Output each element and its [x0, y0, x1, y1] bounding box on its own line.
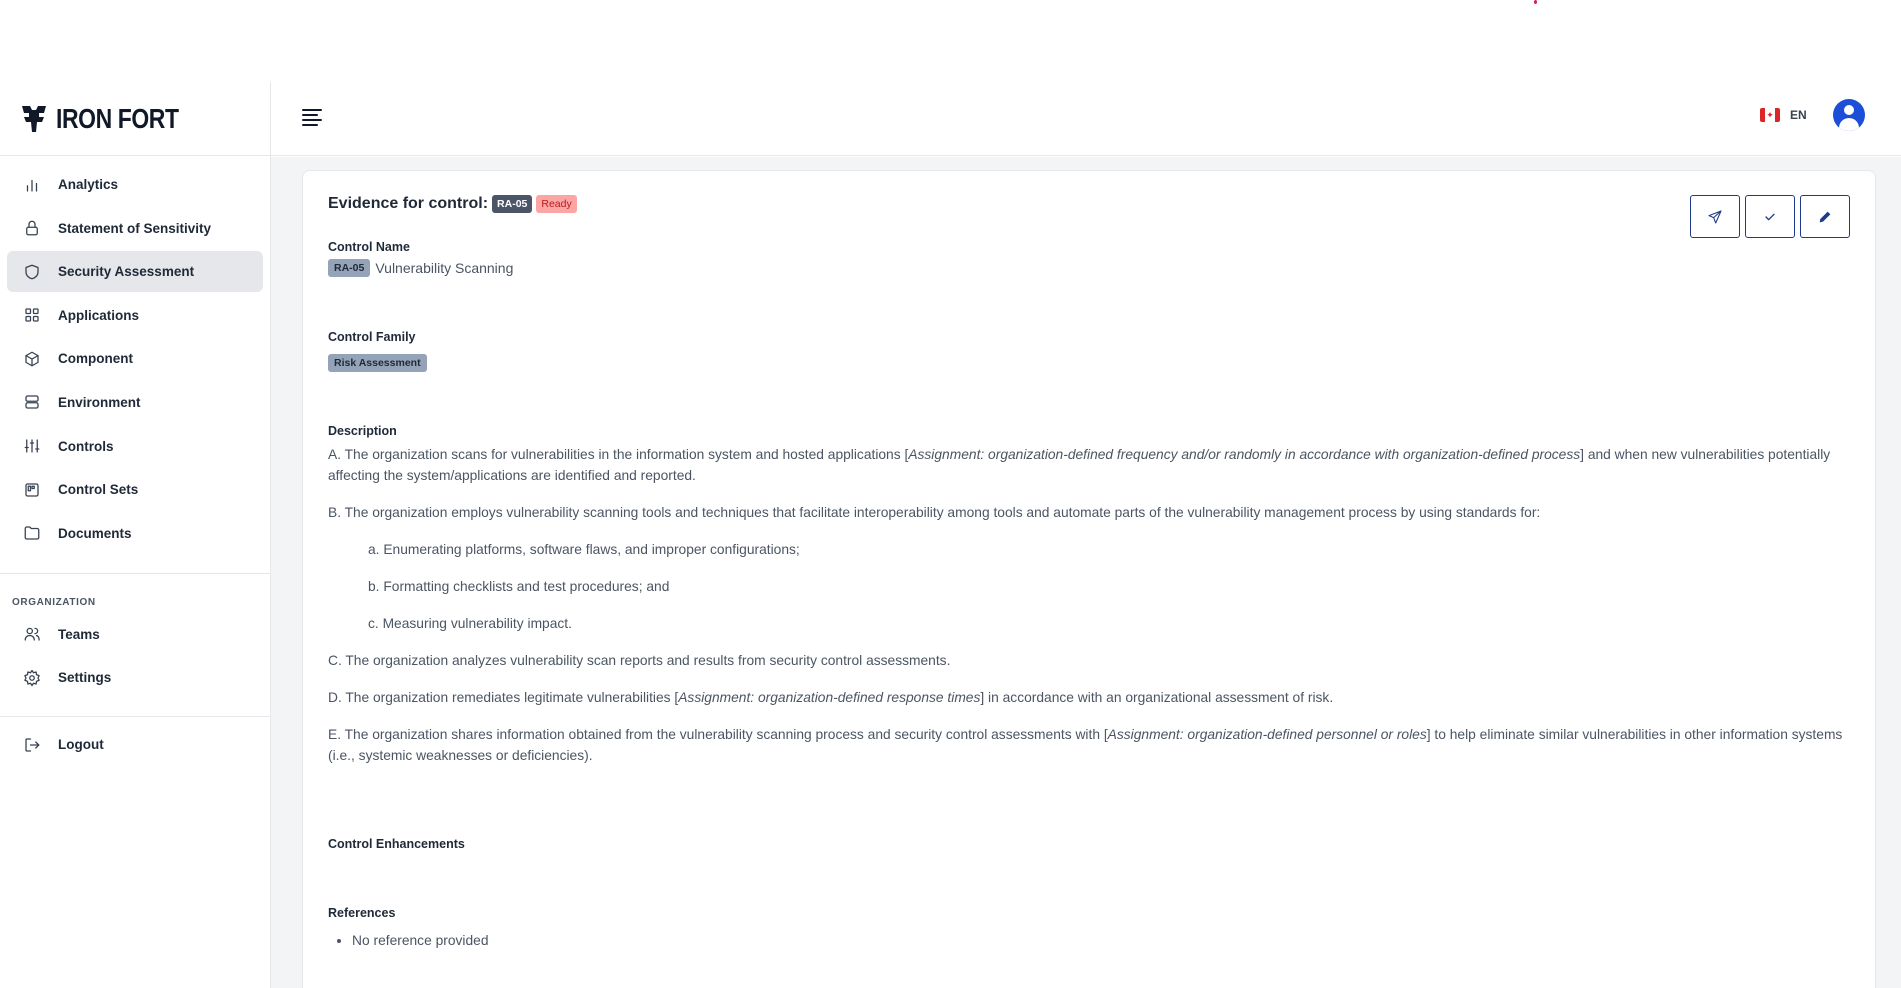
user-avatar[interactable]	[1833, 99, 1865, 131]
sidebar-item-label: Settings	[58, 670, 112, 686]
sidebar-item-settings[interactable]	[7, 657, 263, 698]
sidebar-item-label: Security Assessment	[58, 264, 195, 280]
references-label: References	[328, 906, 396, 920]
control-family-badge: Risk Assessment	[328, 354, 427, 372]
gear-icon	[23, 669, 41, 687]
folder-icon	[23, 524, 41, 542]
sidebar-item-label: Applications	[58, 307, 140, 323]
control-name-label: Control Name	[328, 240, 410, 254]
sidebar-item-applications[interactable]	[7, 295, 263, 336]
sidebar-item-teams[interactable]	[7, 614, 263, 655]
lock-icon	[23, 219, 41, 237]
description-text	[328, 444, 1853, 782]
control-name-value: Vulnerability Scanning	[375, 260, 514, 276]
sidebar-item-environment[interactable]	[7, 382, 263, 423]
control-id-badge: RA-05	[492, 195, 532, 213]
sidebar	[0, 82, 271, 988]
references-list	[352, 933, 489, 948]
shield-icon	[23, 263, 41, 281]
logo[interactable]	[0, 82, 270, 156]
sidebar-item-label: Controls	[58, 438, 114, 454]
pencil-icon	[1817, 209, 1833, 225]
send-icon	[1707, 209, 1723, 225]
sidebar-item-label: Teams	[58, 626, 100, 642]
bar-chart-icon	[23, 176, 41, 194]
description-item-b-b: b. Formatting checklists and test procedures; and	[368, 579, 670, 594]
control-name-row	[328, 259, 513, 277]
language-label: EN	[1790, 108, 1807, 122]
list-item: • No reference provided	[352, 933, 489, 948]
description-item-c: C. The organization analyzes vulnerability scan reports and results from security control assessments.	[328, 653, 951, 668]
sliders-icon	[23, 437, 41, 455]
description-item-b: B. The organization employs vulnerability scanning tools and techniques that facilitate interoperability among tools and automate parts of the vulnerability management process by using standards for:	[328, 505, 1541, 520]
description-item-b-c: c. Measuring vulnerability impact.	[368, 616, 572, 631]
sidebar-item-analytics[interactable]	[7, 164, 263, 205]
evidence-title-row	[328, 195, 577, 213]
status-badge: Ready	[536, 195, 576, 213]
sidebar-item-label: Documents	[58, 525, 132, 541]
description-item-d: D. The organization remediates legitimate vulnerabilities [Assignment: organization-defined response times] in accordance with an organizational assessment of risk.	[328, 690, 1334, 705]
notification-dot	[1534, 0, 1537, 4]
cube-icon	[23, 350, 41, 368]
logout-icon	[23, 736, 41, 754]
page-title: Evidence for control:	[328, 195, 489, 212]
users-icon	[23, 625, 41, 643]
logout-section	[0, 716, 270, 765]
description-item-a: A. The organization scans for vulnerabilities in the information system and hosted applications [Assignment: organization-defined frequency and/or randomly in accordance with organization-defined process] and when new vulnerabilities potentially affecting the system/applications are identified and reported.	[328, 447, 1831, 483]
control-name-id-badge: RA-05	[328, 259, 370, 277]
sidebar-item-documents[interactable]	[7, 513, 263, 554]
brand-name: IRON FORT	[56, 102, 179, 134]
send-button[interactable]	[1690, 195, 1740, 238]
sidebar-item-label: Analytics	[58, 177, 119, 192]
sidebar-item-component[interactable]	[7, 338, 263, 379]
sidebar-item-control-sets[interactable]	[7, 469, 263, 510]
kanban-icon	[23, 481, 41, 499]
sidebar-item-label: Logout	[58, 737, 104, 753]
iron-fort-logo-icon	[20, 104, 48, 134]
language-selector[interactable]	[1760, 108, 1807, 122]
organization-nav	[0, 614, 270, 699]
sidebar-item-label: Control Sets	[58, 482, 139, 498]
sidebar-item-controls[interactable]	[7, 426, 263, 467]
check-icon	[1762, 209, 1778, 225]
control-enhancements-label: Control Enhancements	[328, 837, 465, 851]
sidebar-item-label: Environment	[58, 394, 141, 410]
evidence-card	[302, 170, 1876, 988]
description-label: Description	[328, 424, 397, 438]
edit-button[interactable]	[1800, 195, 1850, 238]
approve-button[interactable]	[1745, 195, 1795, 238]
server-icon	[23, 393, 41, 411]
sidebar-item-statement-of-sensitivity[interactable]	[7, 208, 263, 249]
hamburger-menu-icon[interactable]	[302, 109, 324, 127]
sidebar-item-label: Component	[58, 351, 133, 367]
action-buttons	[1690, 195, 1850, 238]
sidebar-item-security-assessment[interactable]	[7, 251, 263, 292]
organization-section-label: ORGANIZATION	[12, 596, 96, 608]
sidebar-item-label: Statement of Sensitivity	[58, 220, 212, 236]
description-item-e: E. The organization shares information obtained from the vulnerability scanning process and security control assessments with [Assignment: organization-defined personnel or roles] to help eliminate similar vulnerabilities in other information systems (i.e., systemic weaknesses or deficiencies).	[328, 727, 1843, 763]
description-item-b-a: a. Enumerating platforms, software flaws, and improper configurations;	[368, 542, 800, 557]
grid-icon	[23, 306, 41, 324]
top-bar	[271, 82, 1901, 156]
canada-flag-icon: ✦	[1760, 108, 1780, 122]
main-nav	[0, 156, 270, 554]
control-family-label: Control Family	[328, 330, 416, 344]
sidebar-item-logout[interactable]	[7, 724, 263, 765]
